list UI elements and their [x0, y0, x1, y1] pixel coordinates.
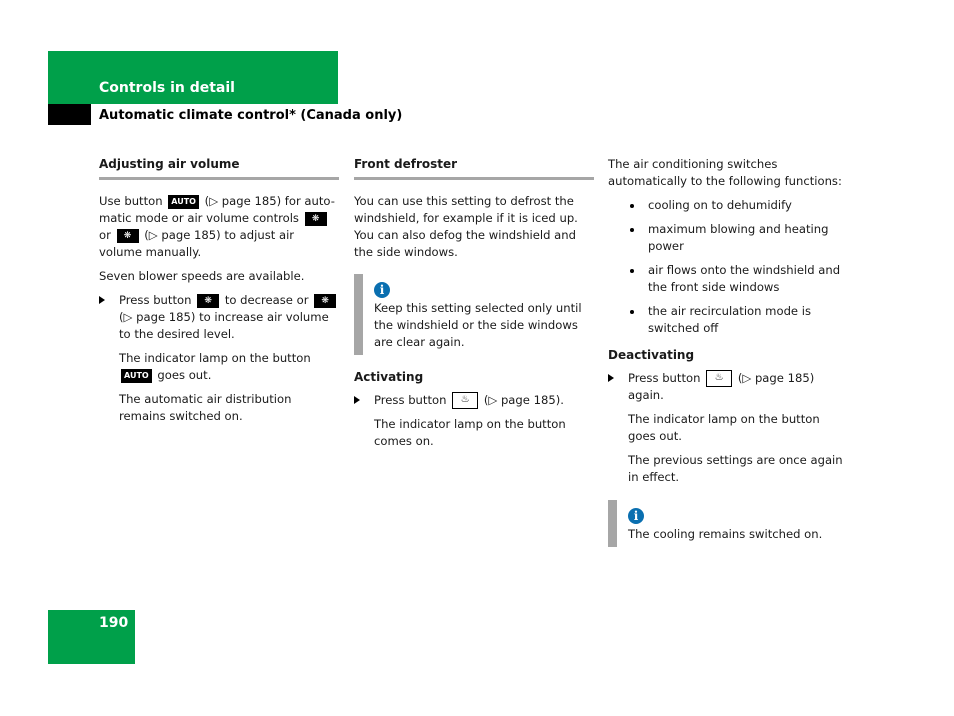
text: cooling on to dehumidify	[648, 198, 792, 212]
note-bar	[354, 274, 363, 355]
info-note	[608, 500, 848, 547]
defrost-button-icon: ♨	[706, 370, 732, 387]
result-previous-settings: The previous settings are once again in effect.	[628, 453, 843, 484]
list-item	[608, 221, 848, 255]
section-title: Controls in detail	[99, 80, 235, 96]
info-note	[354, 274, 594, 355]
text: Use button	[99, 194, 163, 208]
column-defroster-functions	[608, 156, 848, 561]
fan-increase-icon: ❋	[314, 294, 336, 308]
text: air flows onto the windshield and the front side windows	[648, 263, 841, 294]
column-front-defroster	[354, 156, 594, 457]
paragraph-defrost-intro: You can use this setting to defrost the windshield, for example if it is iced up. You can also defog the windshield and the side windows.	[354, 194, 578, 259]
text: (▷ page 185).	[483, 393, 564, 407]
bullet-icon	[630, 269, 634, 273]
result-indicator-on: The indicator lamp on the button comes on.	[374, 417, 566, 448]
step-press-fan-button	[99, 292, 339, 343]
text: maximum blowing and heating power	[648, 222, 829, 253]
text: to decrease or	[224, 293, 309, 307]
heading-adjusting-air-volume: Adjusting air volume	[99, 156, 339, 180]
text: Press button	[119, 293, 192, 307]
result-indicator-out: The indicator lamp on the button goes out.	[628, 412, 820, 443]
text: (▷ page 185) again.	[628, 371, 815, 402]
step-arrow-icon	[99, 296, 105, 304]
step-press-defrost	[354, 392, 594, 409]
text: The indicator lamp on the button	[119, 351, 311, 365]
list-item	[608, 262, 848, 296]
header-marker	[48, 104, 91, 125]
text: (▷ page 185) for auto-matic mode or air volume controls	[99, 194, 335, 225]
defrost-button-icon: ♨	[452, 392, 478, 409]
fan-increase-icon: ❋	[117, 229, 139, 243]
header-tab	[48, 51, 338, 104]
info-icon: i	[628, 508, 644, 524]
note-text: The cooling remains switched on.	[628, 527, 823, 541]
step-arrow-icon	[608, 374, 614, 382]
text: Press button	[628, 371, 701, 385]
function-list	[608, 197, 848, 337]
text: Press button	[374, 393, 447, 407]
page-number: 190	[99, 615, 129, 631]
step-arrow-icon	[354, 396, 360, 404]
text: or	[99, 228, 111, 242]
bullet-icon	[630, 204, 634, 208]
note-bar	[608, 500, 617, 547]
text: (▷ page 185) to increase air volume to the desired level.	[119, 310, 329, 341]
paragraph-use-button	[99, 193, 339, 261]
column-adjusting-air-volume	[99, 156, 339, 432]
result-indicator-out	[99, 350, 339, 384]
list-item	[608, 197, 848, 214]
subsection-title: Automatic climate control* (Canada only)	[99, 108, 403, 123]
list-item	[608, 303, 848, 337]
heading-deactivating: Deactivating	[608, 348, 695, 362]
text: goes out.	[157, 368, 212, 382]
fan-decrease-icon: ❋	[197, 294, 219, 308]
heading-activating: Activating	[354, 370, 424, 384]
text: (▷ page 185) to adjust air volume manually.	[99, 228, 295, 259]
bullet-icon	[630, 310, 634, 314]
bullet-icon	[630, 228, 634, 232]
info-icon: i	[374, 282, 390, 298]
heading-front-defroster: Front defroster	[354, 156, 594, 180]
step-press-defrost-again	[608, 370, 848, 404]
fan-decrease-icon: ❋	[305, 212, 327, 226]
paragraph-ac-intro: The air conditioning switches automatically to the following functions:	[608, 157, 842, 188]
auto-button-icon: AUTO	[121, 369, 152, 383]
note-text: Keep this setting selected only until the windshield or the side windows are clear again.	[374, 301, 582, 349]
auto-button-icon: AUTO	[168, 195, 199, 209]
paragraph-blower-speeds: Seven blower speeds are available.	[99, 269, 305, 283]
result-air-distribution: The automatic air distribution remains switched on.	[119, 392, 292, 423]
text: the air recirculation mode is switched off	[648, 304, 812, 335]
